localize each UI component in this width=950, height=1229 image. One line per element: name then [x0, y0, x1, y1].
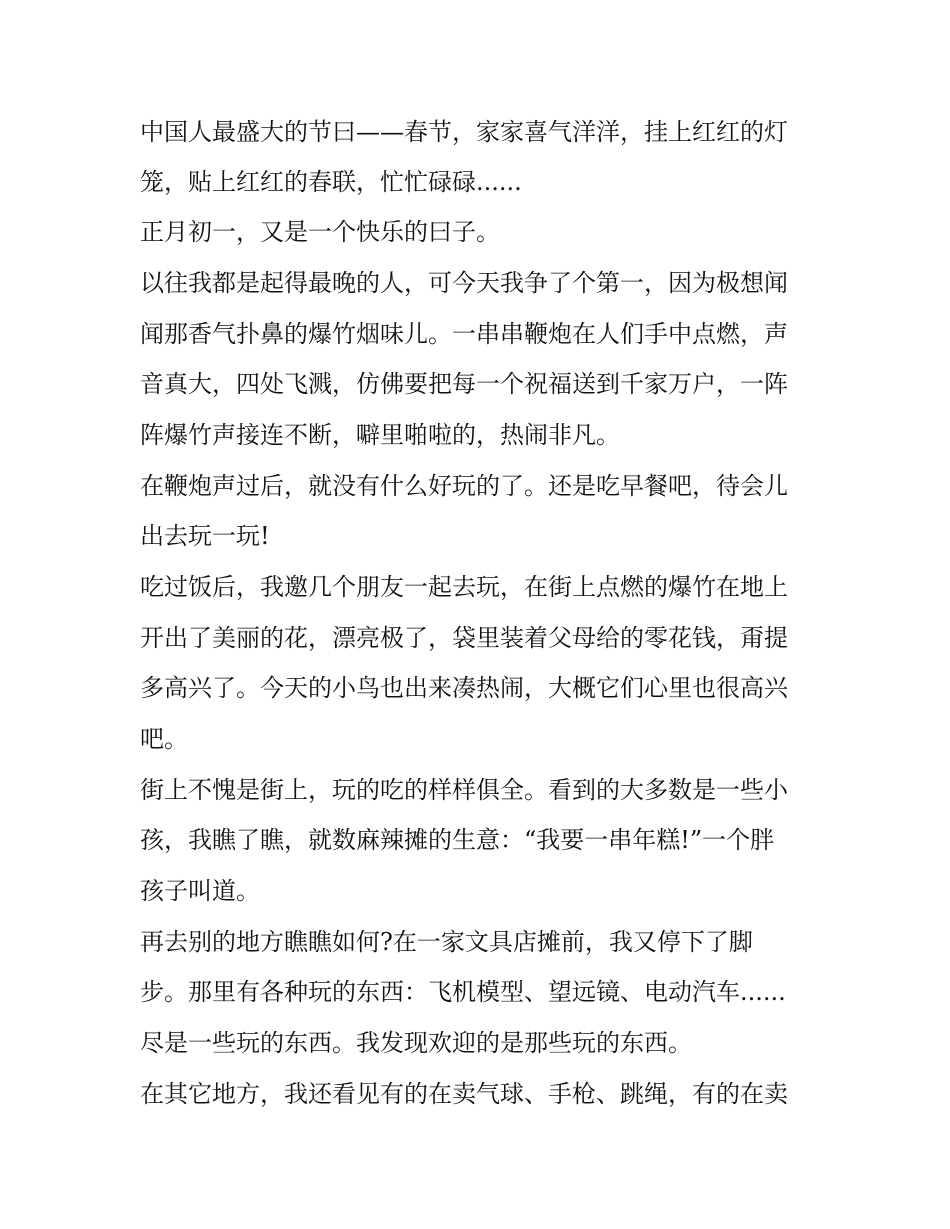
text-line: 在其它地方，我还看见有的在卖气球、手枪、跳绳，有的在卖: [140, 1080, 788, 1108]
text-line: 吧。: [140, 725, 188, 753]
text-line: 街上不愧是街上，玩的吃的样样俱全。看到的大多数是一些小: [140, 776, 788, 804]
text-line: 阵爆竹声接连不断，噼里啪啦的，热闹非凡。: [140, 421, 620, 449]
text-line: 正月初一，又是一个快乐的曰子。: [140, 218, 500, 246]
text-line: 孩子叫道。: [140, 877, 260, 905]
text-line: 以往我都是起得最晚的人，可今天我争了个第一，因为极想闻: [140, 269, 788, 297]
text-line: 尽是一些玩的东西。我发现欢迎的是那些玩的东西。: [140, 1029, 692, 1057]
text-line: 在鞭炮声过后，就没有什么好玩的了。还是吃早餐吧，待会儿: [140, 472, 788, 500]
text-line: 再去别的地方瞧瞧如何?在一家文具店摊前，我又停下了脚: [140, 928, 753, 956]
text-line: 开出了美丽的花，漂亮极了，袋里装着父母给的零花钱，甭提: [140, 624, 788, 652]
text-line: 出去玩一玩!: [140, 522, 270, 550]
text-line: 中国人最盛大的节曰——春节，家家喜气洋洋，挂上红红的灯: [140, 118, 788, 146]
text-line: 步。那里有各种玩的东西：飞机模型、望远镜、电动汽车......: [140, 978, 786, 1006]
text-line: 笼，贴上红红的春联，忙忙碌碌......: [140, 168, 522, 196]
text-line: 多高兴了。今天的小鸟也出来凑热闹，大概它们心里也很高兴: [140, 674, 788, 702]
text-line: 闻那香气扑鼻的爆竹烟味儿。一串串鞭炮在人们手中点燃，声: [140, 320, 788, 348]
text-line: 音真大，四处飞溅，仿佛要把每一个祝福送到千家万户，一阵: [140, 370, 788, 398]
text-line: 孩，我瞧了瞧，就数麻辣摊的生意：“我要一串年糕!”一个胖: [140, 826, 775, 854]
text-line: 吃过饭后，我邀几个朋友一起去玩，在街上点燃的爆竹在地上: [140, 573, 788, 601]
